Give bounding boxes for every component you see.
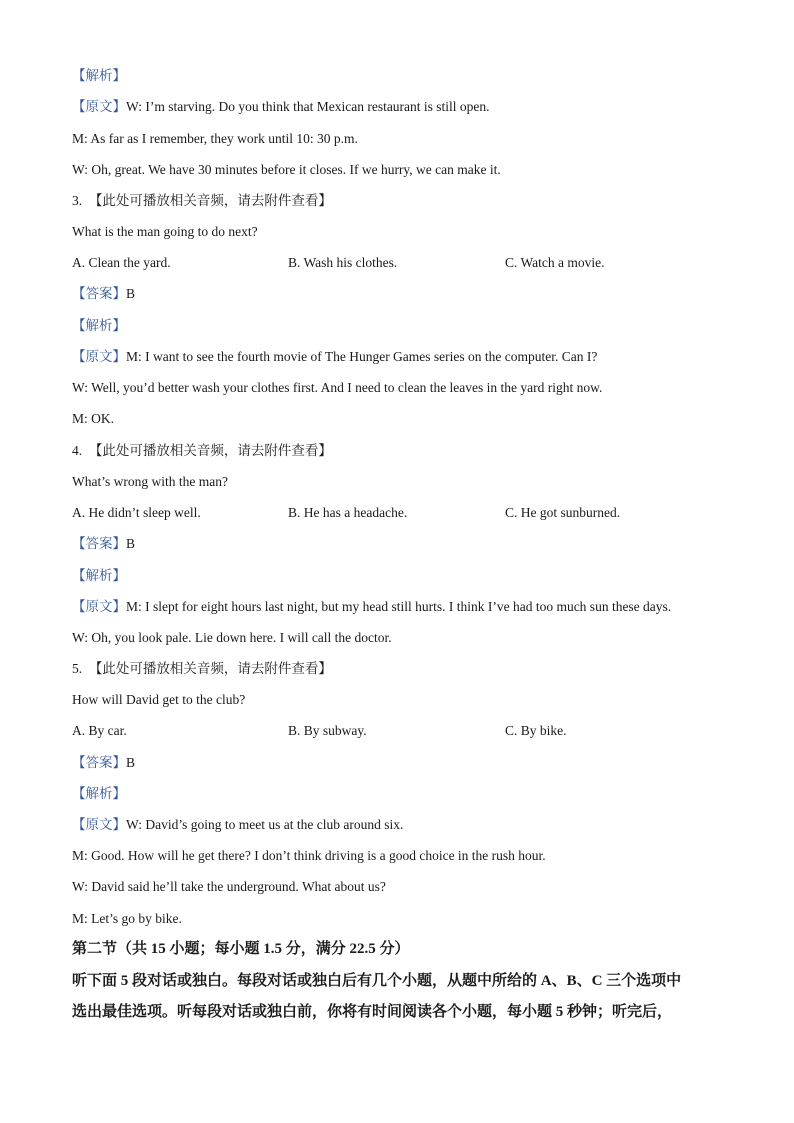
analysis-label: 【解析】 [72,786,126,801]
transcript-line: M: As far as I remember, they work until 10: 30 p.m. [72,131,358,146]
question-number: 3. [72,193,83,208]
answer-value: B [126,536,136,551]
answer-line [72,535,734,553]
option-b: B. By subway. [288,723,367,738]
answer-line [72,754,734,772]
transcript-line: W: Well, you’d better wash your clothes first. And I need to clean the leaves in the yard right now. [72,380,603,395]
options-row [72,254,734,272]
options-row [72,722,734,740]
transcript-line: W: Oh, great. We have 30 minutes before it closes. If we hurry, we can make it. [72,162,501,177]
options-row [72,504,734,522]
question-text: How will David get to the club? [72,692,246,707]
original-label: 【原文】 [72,99,126,114]
answer-label: 【答案】 [72,536,126,551]
option-b: B. He has a headache. [288,505,408,520]
answer-line [72,285,734,303]
analysis-label: 【解析】 [72,318,126,333]
question-header [72,192,734,210]
analysis-label: 【解析】 [72,68,126,83]
question-text: What’s wrong with the man? [72,474,228,489]
transcript-line: M: OK. [72,411,115,426]
audio-note: 【此处可播放相关音频，请去附件查看】 [88,661,332,676]
answer-value: B [126,286,136,301]
transcript-line: M: Let’s go by bike. [72,911,182,926]
transcript-line: 【原文】M: I want to see the fourth movie of The Hunger Games series on the computer. Can I? [72,349,598,364]
question-text: What is the man going to do next? [72,224,258,239]
option-a: A. By car. [72,723,127,738]
question-header [72,660,734,678]
transcript-line: M: Good. How will he get there? I don’t think driving is a good choice in the rush hour. [72,848,546,863]
option-a: A. He didn’t sleep well. [72,505,201,520]
section-heading: 第二节（共 15 小题；每小题 1.5 分，满分 22.5 分） [72,941,410,957]
transcript-line: 【原文】W: David’s going to meet us at the club around six. [72,817,404,832]
original-label: 【原文】 [72,599,126,614]
option-c: C. Watch a movie. [505,255,605,270]
option-a: A. Clean the yard. [72,255,171,270]
answer-value: B [126,755,136,770]
original-label: 【原文】 [72,349,126,364]
section-instructions: 听下面 5 段对话或独白。每段对话或独白后有几个小题，从题中所给的 A、B、C 三个选项中 [72,973,682,989]
option-c: C. He got sunburned. [505,505,621,520]
analysis-label: 【解析】 [72,568,126,583]
section-instructions: 选出最佳选项。听每段对话或独白前，你将有时间阅读各个小题，每小题 5 秒钟；听完后， [72,1004,673,1020]
option-b: B. Wash his clothes. [288,255,398,270]
question-header [72,442,734,460]
original-label: 【原文】 [72,817,126,832]
option-c: C. By bike. [505,723,567,738]
transcript-line: 【原文】M: I slept for eight hours last night, but my head still hurts. I think I’ve had too much sun these days. [72,599,672,614]
audio-note: 【此处可播放相关音频，请去附件查看】 [88,193,332,208]
answer-label: 【答案】 [72,755,126,770]
transcript-line: 【原文】W: I’m starving. Do you think that Mexican restaurant is still open. [72,99,490,114]
transcript-line: W: Oh, you look pale. Lie down here. I will call the doctor. [72,630,392,645]
transcript-line: W: David said he’ll take the underground. What about us? [72,879,386,894]
audio-note: 【此处可播放相关音频，请去附件查看】 [88,443,332,458]
answer-label: 【答案】 [72,286,126,301]
question-number: 5. [72,661,83,676]
question-number: 4. [72,443,83,458]
